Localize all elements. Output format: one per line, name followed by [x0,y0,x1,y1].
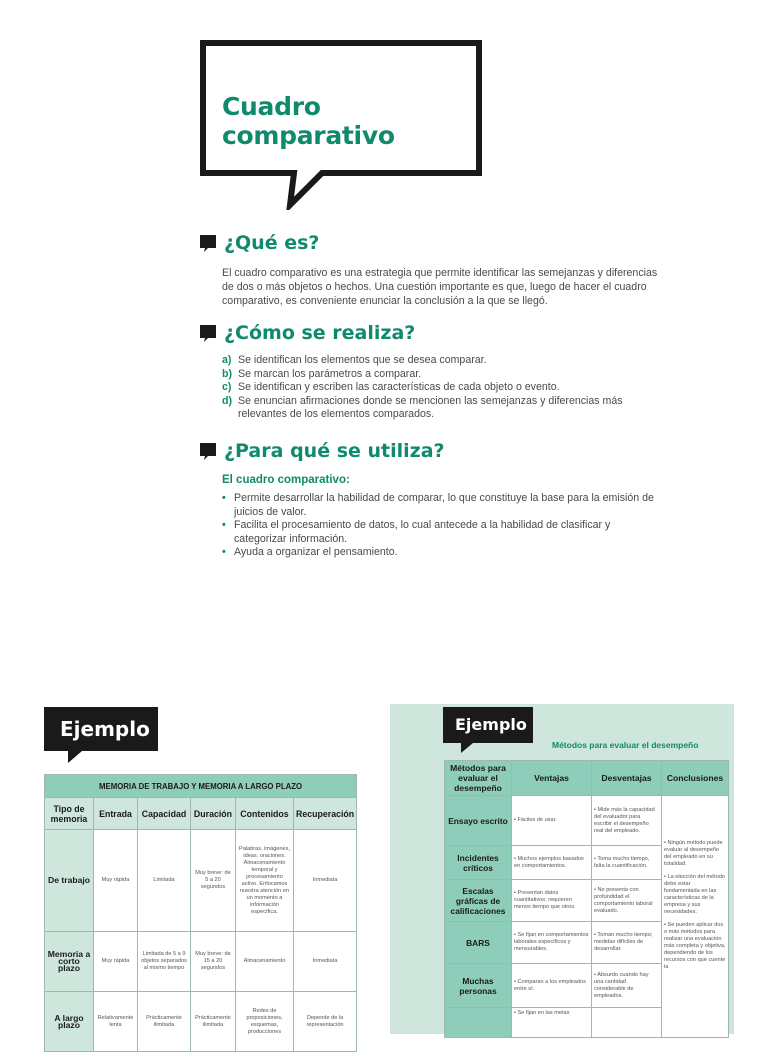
bullet-icon: • [514,932,518,938]
table-caption-row [45,775,357,798]
table-caption: MEMORIA DE TRABAJO Y MEMORIA A LARGO PLAZO [45,775,357,798]
tag-tail [68,751,82,763]
column-header: Métodos para evaluar el desempeño [445,761,512,796]
bullet-icon: • [514,817,518,823]
table-cell: Inmediata [294,932,357,992]
ejemplo-label: Ejemplo [455,715,527,734]
table-cell: Prácticamente ilimitada [191,992,236,1052]
table-cell [512,796,592,846]
table-cell: Muy rápida [94,830,138,932]
list-item [222,368,660,382]
table-cell [592,846,662,880]
table-cell [592,880,662,922]
table-cell: Relativamente lenta [94,992,138,1052]
column-header: Recuperación [294,798,357,830]
section-title: ¿Qué es? [224,232,320,254]
row-header: Ensayo escrito [445,796,512,846]
section-subtitle: El cuadro comparativo: [222,474,350,486]
row-header: Muchas personas [445,964,512,1008]
list-item [664,874,726,916]
row-header: BARS [445,922,512,964]
bullet-icon: • [222,519,226,531]
list-item [222,546,660,560]
bullet-icon: • [594,932,598,938]
column-header: Conclusiones [662,761,729,796]
speech-bubble-icon [200,325,216,341]
bullet-icon: • [594,855,598,862]
column-header: Desventajas [592,761,662,796]
table-cell [592,1008,662,1038]
cell-text: No presenta con profundidad el comportamiento laboral evaluado. [594,886,653,914]
ejemplo-tag [44,707,158,751]
section-como [200,322,660,422]
row-header: Memoria a corto plazo [45,932,94,992]
bullet-icon: • [594,971,598,978]
list-item [222,395,660,422]
row-header [445,1008,512,1038]
table-row [445,796,729,846]
cell-text: Absurdo cuando hay una cantidad considerable de empleados. [594,971,649,999]
bullet-icon: • [222,492,226,504]
table-cell: Muy breve: de 5 a 20 segundos [191,830,236,932]
section-title: ¿Cómo se realiza? [224,322,416,344]
list-item [222,381,660,395]
section-text: El cuadro comparativo es una estrategia que permite identificar las semejanzas y diferencias de dos o más objetos o hechos. Una cuestión importante es que, luego de hacer el cuadro comparativo, es conveniente enunciar la conclusión a la que se llegó. [222,267,658,308]
section-title: ¿Para qué se utiliza? [224,440,445,462]
bullet-icon: • [664,874,668,880]
cell-text: Comparan a los empleados entre sí. [514,978,586,992]
list-item [222,492,660,519]
cell-text: Se fijan en comportamientos laborales específicos y mensurables. [514,932,589,952]
cell-text: Muchos ejemplos basados en comportamientos. [514,855,584,869]
cell-text: La elección del método debe estar fundamentada en las características de la empresa y sus necesidades. [664,874,726,915]
table-cell: Limitada de 5 a 9 objetos separados al mismo tiempo [138,932,191,992]
memory-table [44,774,357,1052]
bullet-list [222,492,660,560]
table-cell: Inmediata [294,830,357,932]
bullet-icon: • [514,1010,518,1016]
bullet-icon: • [514,890,518,896]
bullet-icon: • [514,855,518,862]
table-row [45,830,357,932]
step-text: Se enuncian afirmaciones donde se mencionen las semejanzas y diferencias más relevantes de los elementos comparados. [238,394,623,420]
section-que-es [200,232,660,309]
table-cell [592,796,662,846]
speech-bubble-icon [200,235,216,251]
cell-text: Toma mucho tiempo, falta la cuantificación. [594,855,650,869]
row-header: De trabajo [45,830,94,932]
row-header: A largo plazo [45,992,94,1052]
step-text: Se identifican y escriben las características de cada objeto o evento. [238,381,560,393]
cell-text: Se fijan en las metas [517,1010,570,1016]
row-header: Escalas gráficas de calificaciones [445,880,512,922]
table-cell: Almacenamiento [236,932,294,992]
tag-tail [461,743,473,753]
list-item [664,922,726,971]
column-header: Duración [191,798,236,830]
table-cell: Limitada [138,830,191,932]
table-cell [512,880,592,922]
step-letter: d) [222,394,232,407]
step-letter: b) [222,367,232,380]
bullet-text: Ayuda a organizar el pensamiento. [234,546,398,558]
table-cell [592,922,662,964]
cell-text: Presentan datos cuantitativos; requieren menos tiempo que otros. [514,890,576,910]
table-cell [512,964,592,1008]
row-header: Incidentes críticos [445,846,512,880]
bullet-icon: • [664,922,668,928]
column-header: Ventajas [512,761,592,796]
bullet-icon: • [514,978,518,985]
table-cell: Palabras, imágenes, ideas, oraciones. Almacenamiento temporal y procesamiento activo. Enfocamos nuestra atención en un momento a información específica. [236,830,294,932]
page-title: Cuadro comparativo [222,92,395,150]
table-row [45,992,357,1052]
table-header-row [445,761,729,796]
section-para-que [200,440,660,560]
bullet-icon: • [222,546,226,558]
column-header: Entrada [94,798,138,830]
table-cell [512,1008,592,1038]
step-letter: c) [222,381,232,393]
speech-bubble-icon [200,443,216,459]
table-cell: Redes de proposiciones, esquemas, producciones [236,992,294,1052]
list-item [664,840,726,868]
step-text: Se identifican los elementos que se desea comparar. [238,354,487,366]
title-bubble [200,40,482,176]
column-header: Capacidad [138,798,191,830]
list-item [222,519,660,546]
table-caption: Métodos para evaluar el desempeño [552,740,699,750]
methods-table [444,760,729,1038]
table-cell [592,964,662,1008]
section-heading [200,322,660,344]
cell-text: Mide más la capacidad del evaluador para escribir el desempeño real del empleado. [594,806,655,834]
cell-text: Toman mucho tiempo; medidas difíciles de desarrollar. [594,932,653,952]
bullet-text: Facilita el procesamiento de datos, lo cual antecede a la habilidad de clasificar y categorizar información. [234,519,611,545]
bullet-text: Permite desarrollar la habilidad de comparar, lo que constituye la base para la emisión de juicios de valor. [234,492,654,518]
ejemplo-tag [443,707,533,743]
step-letter: a) [222,354,232,366]
table-cell: Muy breve: de 15 a 20 segundos [191,932,236,992]
cell-text: Se pueden aplicar dos o más métodos para realizar una evaluación más completa y objetiva, dependiendo de los recursos con que cuente la [664,922,726,970]
bullet-icon: • [664,840,668,846]
section-heading [200,232,660,254]
table-cell: Muy rápida [94,932,138,992]
bullet-icon: • [594,886,598,893]
cell-text: Fáciles de usar. [517,817,557,823]
column-header: Contenidos [236,798,294,830]
conclusions-cell [662,796,729,1038]
table-cell [512,846,592,880]
steps-list [222,354,660,422]
cell-text: Ningún método puede evaluar al desempeño del empleado en su totalidad. [664,840,723,867]
ejemplo-label: Ejemplo [60,717,150,741]
section-heading [200,440,660,462]
table-cell: Prácticamente ilimitada [138,992,191,1052]
step-text: Se marcan los parámetros a comparar. [238,367,422,380]
table-cell [512,922,592,964]
table-row [45,932,357,992]
table-header-row [45,798,357,830]
column-header: Tipo de memoria [45,798,94,830]
table-cell: Depende de la representación [294,992,357,1052]
bullet-icon: • [594,806,598,813]
list-item [222,354,660,368]
